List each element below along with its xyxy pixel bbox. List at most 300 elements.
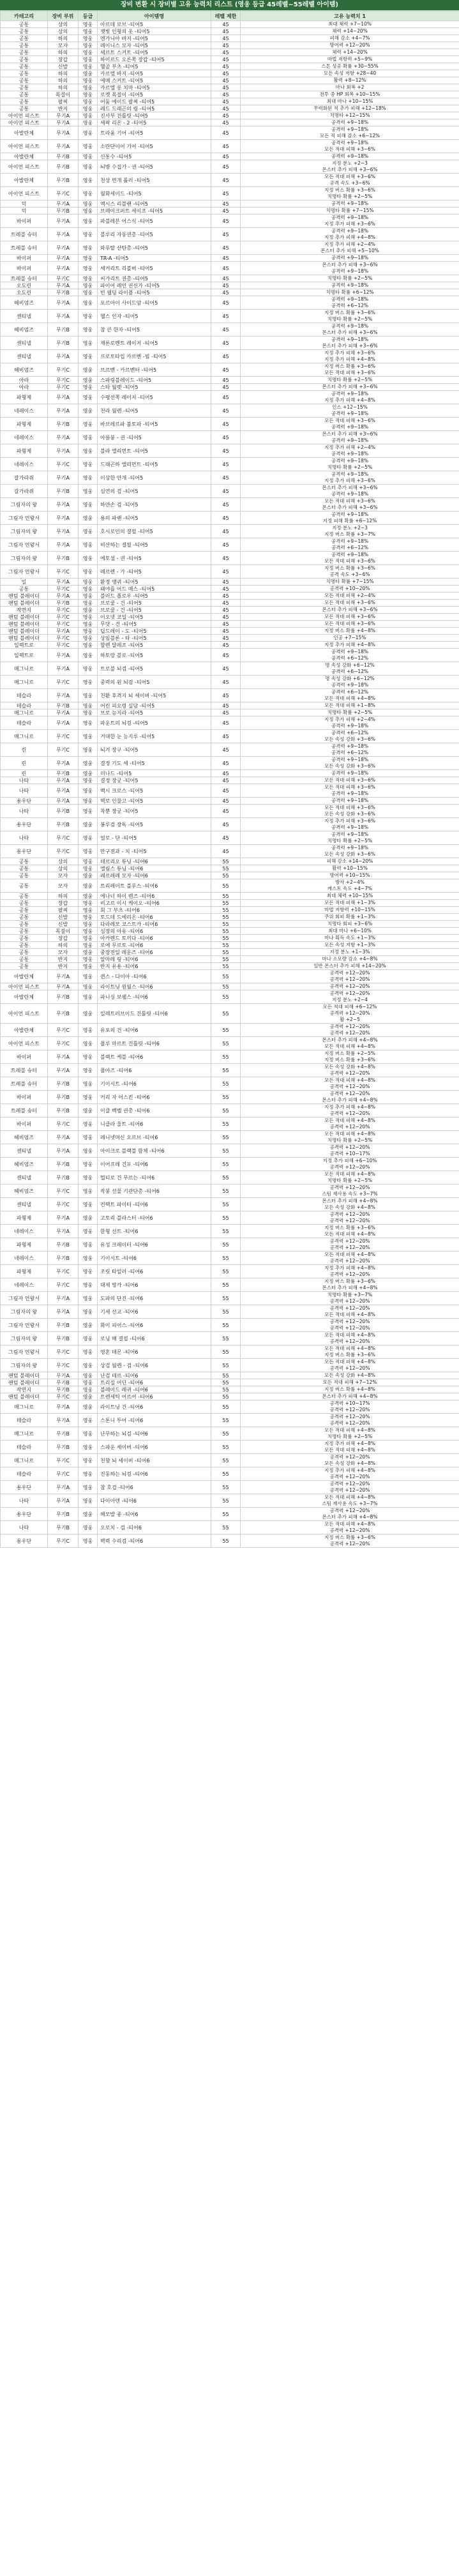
table-row bbox=[1, 649, 459, 662]
ability-line: 주위 회피 확률 +1~3% bbox=[324, 914, 375, 920]
row-level-req: 45 bbox=[211, 743, 241, 757]
row-ability bbox=[241, 337, 459, 350]
table-row bbox=[1, 458, 459, 471]
table-row bbox=[1, 942, 459, 949]
table-row bbox=[1, 126, 459, 140]
ability-line: 몬스터 추가 피해 +4~8% bbox=[322, 1097, 378, 1103]
row-ability bbox=[241, 784, 459, 798]
row-grade: 영웅 bbox=[79, 784, 98, 798]
row-part: 신발 bbox=[48, 914, 79, 921]
row-ability bbox=[241, 614, 459, 621]
row-grade: 영웅 bbox=[79, 586, 98, 593]
ability-line: 모든 적대 피해 +3~6% bbox=[324, 784, 375, 790]
row-item-name: 진사부 건틀릿 -티어5 bbox=[98, 112, 211, 119]
ability-line: 공격력 +9~18% bbox=[331, 458, 369, 464]
row-level-req: 55 bbox=[211, 1508, 241, 1521]
ability-line: 지정 버스 확률 +3~6% bbox=[324, 1225, 375, 1231]
ability-line: 공격력 +12~20% bbox=[329, 1319, 370, 1324]
row-ability bbox=[241, 1441, 459, 1454]
row-category: 공통 bbox=[1, 35, 48, 42]
row-ability bbox=[241, 350, 459, 363]
row-item-name: 회 그 부츠 -티어6 bbox=[98, 907, 211, 914]
row-level-req: 45 bbox=[211, 784, 241, 798]
ability-line: 지정 추가 피해 +6~10% bbox=[322, 1158, 377, 1163]
ability-line: 모든 속성 강화 +4~8% bbox=[324, 1460, 375, 1466]
row-ability bbox=[241, 21, 459, 28]
row-part: 무기A bbox=[48, 119, 79, 126]
row-ability bbox=[241, 384, 459, 391]
row-ability bbox=[241, 1393, 459, 1400]
row-category: 그림자 언왕서 bbox=[1, 511, 48, 525]
row-ability bbox=[241, 160, 459, 174]
row-item-name: 데르리오 튜닝 -티어6 bbox=[98, 858, 211, 865]
row-ability bbox=[241, 404, 459, 418]
row-ability bbox=[241, 1494, 459, 1508]
row-category: 공통 bbox=[1, 586, 48, 593]
ability-line: 스팀 재사용 속도 +3~7% bbox=[322, 1501, 378, 1506]
row-level-req: 45 bbox=[211, 323, 241, 337]
ability-line: 최대 마나 +6~10% bbox=[328, 928, 372, 934]
table-row bbox=[1, 384, 459, 391]
ability-line: 지정 추가 피해 +4~8% bbox=[324, 1441, 375, 1446]
row-part: 무기A bbox=[48, 511, 79, 525]
ability-line: 공격력 +12~20% bbox=[329, 1258, 370, 1264]
row-level-req: 45 bbox=[211, 689, 241, 702]
header-ability: 고유 능력치 1 bbox=[241, 11, 459, 21]
row-grade: 영웅 bbox=[79, 323, 98, 337]
row-grade: 영웅 bbox=[79, 635, 98, 642]
row-grade: 영웅 bbox=[79, 1238, 98, 1252]
row-ability bbox=[241, 498, 459, 511]
table-row bbox=[1, 1521, 459, 1534]
row-item-name: 친환 후격지 뇌 세이버 -티어5 bbox=[98, 689, 211, 702]
row-level-req: 45 bbox=[211, 363, 241, 377]
row-level-req: 55 bbox=[211, 1305, 241, 1319]
row-grade: 영웅 bbox=[79, 865, 98, 872]
ability-line: 몬스터 추가 피해 +4~8% bbox=[322, 1285, 378, 1291]
row-grade: 영웅 bbox=[79, 990, 98, 1004]
row-grade: 영웅 bbox=[79, 1265, 98, 1278]
row-ability bbox=[241, 593, 459, 600]
table-row bbox=[1, 1332, 459, 1345]
row-level-req: 45 bbox=[211, 798, 241, 805]
row-category: 공통 bbox=[1, 914, 48, 921]
row-ability bbox=[241, 201, 459, 208]
row-category: 팬텀 블레이더 bbox=[1, 1393, 48, 1400]
row-item-name: 레드 드래곤의 링 -티어5 bbox=[98, 105, 211, 112]
ability-line: 지정 버스 확률 +4~8% bbox=[324, 1386, 375, 1392]
row-part: 무기A bbox=[48, 140, 79, 153]
row-ability bbox=[241, 1171, 459, 1185]
row-level-req: 45 bbox=[211, 621, 241, 628]
row-item-name: 로닝 매 결필 -티어6 bbox=[98, 1332, 211, 1345]
row-grade: 영웅 bbox=[79, 1481, 98, 1494]
row-part: 무기A bbox=[48, 255, 79, 262]
row-part: 무기A bbox=[48, 1064, 79, 1077]
table-row bbox=[1, 485, 459, 498]
row-item-name: 유성 크레이터 -티어6 bbox=[98, 1238, 211, 1252]
row-level-req: 45 bbox=[211, 607, 241, 614]
row-ability bbox=[241, 1305, 459, 1319]
row-ability bbox=[241, 84, 459, 91]
equipment-table bbox=[0, 11, 459, 1548]
row-item-name: 하얀손 검 -티어5 bbox=[98, 498, 211, 511]
table-row bbox=[1, 140, 459, 153]
row-category: 팬텀 블레이더 bbox=[1, 1379, 48, 1386]
row-part: 무기C bbox=[48, 565, 79, 579]
table-row bbox=[1, 935, 459, 942]
table-row bbox=[1, 63, 459, 70]
row-item-name: 태야를 어드 매스 -티어5 bbox=[98, 586, 211, 593]
row-ability bbox=[241, 296, 459, 310]
row-ability bbox=[241, 600, 459, 607]
row-ability bbox=[241, 215, 459, 228]
row-category: 매그니르 bbox=[1, 676, 48, 689]
row-level-req: 45 bbox=[211, 126, 241, 140]
row-grade: 영웅 bbox=[79, 831, 98, 845]
row-part: 무기B bbox=[48, 702, 79, 709]
row-level-req: 55 bbox=[211, 1198, 241, 1211]
ability-line: 공격력 +9~18% bbox=[331, 824, 369, 830]
row-grade: 영웅 bbox=[79, 140, 98, 153]
row-level-req: 45 bbox=[211, 91, 241, 98]
row-grade: 영웅 bbox=[79, 21, 98, 28]
table-row bbox=[1, 963, 459, 970]
ability-line: 몬스터 추가 피해 +4~8% bbox=[322, 1198, 378, 1204]
row-level-req: 55 bbox=[211, 872, 241, 879]
row-grade: 영웅 bbox=[79, 228, 98, 241]
ability-line: 공격력 +10~20% bbox=[329, 586, 370, 591]
row-grade: 영웅 bbox=[79, 1131, 98, 1144]
row-part: 무기B bbox=[48, 990, 79, 1004]
row-part: 무기A bbox=[48, 1131, 79, 1144]
ability-line: 모든 속성 저항 +28~40 bbox=[323, 70, 377, 76]
ability-line: 공격력 +9~18% bbox=[331, 791, 369, 796]
row-level-req: 45 bbox=[211, 770, 241, 777]
row-ability bbox=[241, 565, 459, 579]
ability-line: 공격력 +6~12% bbox=[331, 669, 369, 674]
row-part: 무기B bbox=[48, 1441, 79, 1454]
ability-line: 모든 적 피해 감소 +6~12% bbox=[319, 133, 380, 139]
row-category: 오도린 bbox=[1, 282, 48, 289]
row-category: 트레블 슈터 bbox=[1, 1064, 48, 1077]
table-row bbox=[1, 614, 459, 621]
ability-line: 모든 적대 피해 +2~4% bbox=[324, 593, 375, 598]
row-part: 무기B bbox=[48, 818, 79, 831]
table-row bbox=[1, 552, 459, 565]
row-part: 무기C bbox=[48, 1534, 79, 1548]
row-part: 하의 bbox=[48, 84, 79, 91]
row-part: 무기A bbox=[48, 1144, 79, 1158]
row-level-req: 55 bbox=[211, 1091, 241, 1104]
row-grade: 영웅 bbox=[79, 1521, 98, 1534]
row-category: 일렉트로 bbox=[1, 649, 48, 662]
table-row bbox=[1, 49, 459, 56]
row-level-req: 45 bbox=[211, 418, 241, 431]
row-grade: 영웅 bbox=[79, 1118, 98, 1131]
row-part: 무기A bbox=[48, 1305, 79, 1319]
table-row bbox=[1, 907, 459, 914]
row-grade: 영웅 bbox=[79, 1037, 98, 1050]
table-row bbox=[1, 858, 459, 865]
ability-line: 방사 +2~4% bbox=[335, 879, 365, 885]
row-item-name: 로에 무르토 -티어6 bbox=[98, 942, 211, 949]
ability-line: 지정 추가 피해 +4~8% bbox=[324, 1265, 375, 1271]
row-part: 무기A bbox=[48, 241, 79, 255]
row-item-name: 블랙트 케블 -티어6 bbox=[98, 1050, 211, 1064]
table-row bbox=[1, 990, 459, 1004]
ability-line: 명 속성 강화 +6~12% bbox=[325, 662, 375, 668]
row-part: 무기A bbox=[48, 350, 79, 363]
row-level-req: 55 bbox=[211, 970, 241, 983]
table-row bbox=[1, 1427, 459, 1441]
ability-line: 몬스터 추가 피해 +4~8% bbox=[322, 1037, 378, 1043]
row-grade: 영웅 bbox=[79, 757, 98, 770]
row-item-name: 아름붕 - 권 -티어5 bbox=[98, 431, 211, 444]
row-level-req: 55 bbox=[211, 879, 241, 893]
row-item-name: 씨가리트 권총 -티어5 bbox=[98, 275, 211, 282]
row-part: 목걸이 bbox=[48, 91, 79, 98]
ability-line: 공격력 +12~20% bbox=[329, 1185, 370, 1190]
ability-line: 공격력 +12~20% bbox=[329, 1238, 370, 1244]
ability-line: 공격력 +9~18% bbox=[331, 296, 369, 302]
table-row bbox=[1, 35, 459, 42]
table-body bbox=[1, 21, 459, 1548]
ability-line: 지정 추가 피해 +4~8% bbox=[324, 356, 375, 362]
row-part: 무기A bbox=[48, 757, 79, 770]
row-grade: 영웅 bbox=[79, 702, 98, 709]
table-row bbox=[1, 1104, 459, 1118]
table-row bbox=[1, 1400, 459, 1414]
ability-line: 공격력 +6~12% bbox=[331, 750, 369, 755]
row-item-name: 소란단이어 기어 -티어5 bbox=[98, 140, 211, 153]
row-ability bbox=[241, 798, 459, 805]
row-category: 헤비엄즈 bbox=[1, 1158, 48, 1171]
row-category: 그림자의 왕 bbox=[1, 1332, 48, 1345]
row-part: 무기B bbox=[48, 174, 79, 187]
table-row bbox=[1, 105, 459, 112]
ability-line: 지정 추가 피해 +4~8% bbox=[324, 1467, 375, 1473]
row-category: 아이언 피스트 bbox=[1, 140, 48, 153]
row-part: 무기A bbox=[48, 1225, 79, 1238]
row-grade: 영웅 bbox=[79, 1171, 98, 1185]
row-ability bbox=[241, 1185, 459, 1198]
row-level-req: 45 bbox=[211, 716, 241, 730]
row-category: 트레블 슈터 bbox=[1, 228, 48, 241]
row-ability bbox=[241, 1225, 459, 1238]
row-item-name: 와루탈 산탄총 -티어5 bbox=[98, 241, 211, 255]
row-part: 무기B bbox=[48, 1332, 79, 1345]
row-grade: 영웅 bbox=[79, 914, 98, 921]
row-category: 그림자의 왕 bbox=[1, 525, 48, 538]
row-category: 공통 bbox=[1, 879, 48, 893]
row-grade: 영웅 bbox=[79, 42, 98, 49]
row-level-req: 45 bbox=[211, 262, 241, 275]
row-part: 무기A bbox=[48, 798, 79, 805]
row-part: 무기B bbox=[48, 485, 79, 498]
ability-line: 지정 추가 피해 +3~6% bbox=[324, 221, 375, 227]
row-part: 무기C bbox=[48, 187, 79, 201]
row-level-req: 55 bbox=[211, 1265, 241, 1278]
row-ability bbox=[241, 1252, 459, 1265]
ability-line: 공격력 +12~20% bbox=[329, 1474, 370, 1480]
row-category: 트레블 슈터 bbox=[1, 1104, 48, 1118]
table-row bbox=[1, 635, 459, 642]
row-part: 무기B bbox=[48, 1319, 79, 1332]
table-row bbox=[1, 1004, 459, 1024]
row-part: 무기B bbox=[48, 1379, 79, 1386]
row-category: 센티넬 bbox=[1, 350, 48, 363]
row-category: 네레이스 bbox=[1, 431, 48, 444]
row-category: 팬텀 블레이더 bbox=[1, 600, 48, 607]
row-ability bbox=[241, 1238, 459, 1252]
ability-line: 공격력 +12~20% bbox=[329, 1454, 370, 1460]
row-level-req: 55 bbox=[211, 1393, 241, 1400]
row-category: 트레블 슈터 bbox=[1, 241, 48, 255]
ability-line: 공격력 +9~18% bbox=[331, 845, 369, 851]
row-ability bbox=[241, 845, 459, 858]
row-part: 목걸이 bbox=[48, 928, 79, 935]
row-grade: 영웅 bbox=[79, 921, 98, 928]
table-row bbox=[1, 323, 459, 337]
row-level-req: 55 bbox=[211, 1225, 241, 1238]
table-row bbox=[1, 1345, 459, 1359]
row-ability bbox=[241, 949, 459, 956]
row-item-name: 조릿 타일러 -티어6 bbox=[98, 1265, 211, 1278]
ability-line: 활력 +8~12% bbox=[333, 77, 366, 83]
row-category: 공통 bbox=[1, 935, 48, 942]
row-part: 무기A bbox=[48, 215, 79, 228]
table-row bbox=[1, 208, 459, 215]
ability-line: 공격력 +12~20% bbox=[329, 1414, 370, 1420]
row-item-name: 오로치 - 검 -티어6 bbox=[98, 1521, 211, 1534]
table-row bbox=[1, 798, 459, 805]
ability-line: 공격력 +12~20% bbox=[329, 1271, 370, 1277]
row-ability bbox=[241, 1332, 459, 1345]
table-row bbox=[1, 607, 459, 614]
row-item-name: 천라 월렌 -티어5 bbox=[98, 404, 211, 418]
row-category: 바이퍼 bbox=[1, 262, 48, 275]
row-part: 무기B bbox=[48, 1427, 79, 1441]
row-part: 상의 bbox=[48, 858, 79, 865]
row-category: 덕 bbox=[1, 201, 48, 208]
row-category: 공통 bbox=[1, 49, 48, 56]
row-level-req: 45 bbox=[211, 56, 241, 63]
row-part: 무기B bbox=[48, 770, 79, 777]
row-part: 모자 bbox=[48, 879, 79, 893]
ability-line: 몬스터 추가 피해 +3~6% bbox=[322, 343, 378, 349]
row-level-req: 45 bbox=[211, 471, 241, 485]
row-part: 무기A bbox=[48, 310, 79, 323]
row-category: 그림자 언왕서 bbox=[1, 1345, 48, 1359]
row-ability bbox=[241, 743, 459, 757]
row-item-name: 유포의 건 -티어6 bbox=[98, 1024, 211, 1037]
row-ability bbox=[241, 1091, 459, 1104]
ability-line: 치명타 확률 +7~15% bbox=[326, 579, 374, 584]
row-grade: 영웅 bbox=[79, 1292, 98, 1305]
table-row bbox=[1, 730, 459, 743]
row-grade: 영웅 bbox=[79, 1185, 98, 1198]
table-row bbox=[1, 777, 459, 784]
row-category: 바이퍼 bbox=[1, 215, 48, 228]
table-row bbox=[1, 1359, 459, 1372]
row-item-name: 딥드레이 - 도 -티어5 bbox=[98, 628, 211, 635]
row-category: 테슬라 bbox=[1, 689, 48, 702]
row-ability bbox=[241, 1024, 459, 1037]
ability-line: 지정 버스 확률 +3~6% bbox=[324, 1057, 375, 1063]
row-grade: 영웅 bbox=[79, 662, 98, 676]
table-row bbox=[1, 983, 459, 990]
row-category: 아이언 피스트 bbox=[1, 160, 48, 174]
ability-line: 모든 적대 피해 +4~8% bbox=[324, 695, 375, 701]
row-level-req: 45 bbox=[211, 552, 241, 565]
row-category: 작면지 bbox=[1, 607, 48, 614]
row-ability bbox=[241, 282, 459, 289]
row-category: 용우단 bbox=[1, 1481, 48, 1494]
ability-line: 공격력 +12~20% bbox=[329, 1070, 370, 1076]
ability-line: 캐스트 속도 +4~7% bbox=[327, 886, 373, 891]
row-part: 무기A bbox=[48, 282, 79, 289]
row-item-name: 라이트닝 원월스 -티어6 bbox=[98, 983, 211, 990]
row-ability bbox=[241, 716, 459, 730]
ability-line: 체력 +14~20% bbox=[332, 28, 368, 34]
row-grade: 영웅 bbox=[79, 525, 98, 538]
row-item-name: 프로토타입 카르벤 -빔 -티어5 bbox=[98, 350, 211, 363]
row-part: 무기C bbox=[48, 676, 79, 689]
ability-line: 지정 추가 피해 +4~8% bbox=[324, 642, 375, 648]
row-item-name: 트렌세틱 어르어 -티어6 bbox=[98, 1393, 211, 1400]
row-ability bbox=[241, 98, 459, 105]
ability-line: 공격력 +9~18% bbox=[331, 798, 369, 803]
ability-line: 몬스터 추가 피해 +3~6% bbox=[322, 330, 378, 335]
row-grade: 영웅 bbox=[79, 498, 98, 511]
row-part: 무기A bbox=[48, 431, 79, 444]
table-row bbox=[1, 241, 459, 255]
row-level-req: 55 bbox=[211, 1077, 241, 1091]
row-level-req: 45 bbox=[211, 702, 241, 709]
ability-line: 공격력 +9~18% bbox=[331, 140, 369, 146]
row-category: 아이언 피스트 bbox=[1, 1037, 48, 1050]
row-item-name: 트라움 기어 -티어5 bbox=[98, 126, 211, 140]
row-grade: 영웅 bbox=[79, 275, 98, 282]
table-row bbox=[1, 282, 459, 289]
table-row bbox=[1, 1238, 459, 1252]
row-part: 무기C bbox=[48, 458, 79, 471]
row-grade: 영웅 bbox=[79, 893, 98, 900]
row-ability bbox=[241, 1144, 459, 1158]
row-ability bbox=[241, 1158, 459, 1171]
row-level-req: 45 bbox=[211, 730, 241, 743]
row-ability bbox=[241, 1037, 459, 1050]
header-row bbox=[1, 11, 459, 21]
row-level-req: 45 bbox=[211, 818, 241, 831]
row-item-name: 용의 파랜 -티어5 bbox=[98, 511, 211, 525]
row-grade: 영웅 bbox=[79, 241, 98, 255]
row-level-req: 45 bbox=[211, 600, 241, 607]
row-grade: 영웅 bbox=[79, 1158, 98, 1171]
table-row bbox=[1, 818, 459, 831]
ability-line: 체력 +14~20% bbox=[332, 49, 368, 55]
ability-line: 공격력 +9~18% bbox=[331, 391, 369, 397]
row-grade: 영웅 bbox=[79, 676, 98, 689]
row-item-name: 블러드 플로우 -티어5 bbox=[98, 593, 211, 600]
ability-line: 모든 적대 피해 +3~6% bbox=[324, 146, 375, 152]
row-item-name: 심연의 검 -티어5 bbox=[98, 485, 211, 498]
table-row bbox=[1, 642, 459, 649]
table-row bbox=[1, 275, 459, 282]
row-level-req: 45 bbox=[211, 377, 241, 384]
ability-line: 지정 분노 +2~3 bbox=[332, 525, 368, 531]
